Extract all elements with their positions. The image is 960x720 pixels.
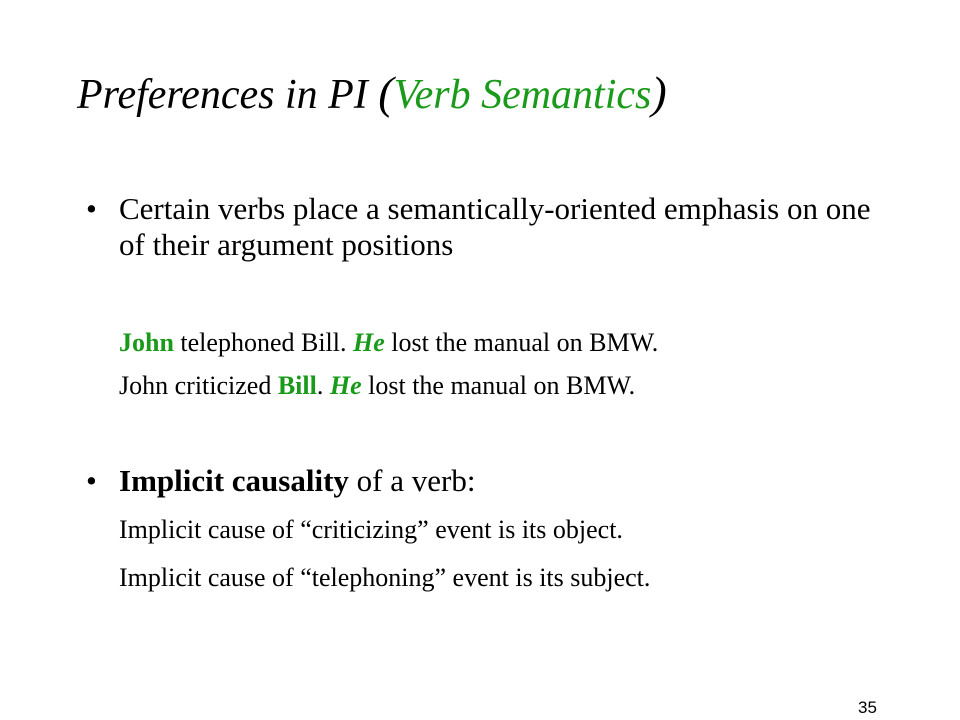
highlight-john: John <box>119 328 174 357</box>
highlight-he: He <box>329 371 362 400</box>
explanation-telephoning: Implicit cause of “telephoning” event is its subject. <box>119 563 651 592</box>
bullet-text: Certain verbs place a semantically-oriented emphasis on one of their argument positions <box>119 191 871 262</box>
example-text: lost the manual on BMW. <box>361 371 636 400</box>
explanation-criticizing: Implicit cause of “criticizing” event is its object. <box>119 515 623 544</box>
example-sentence-criticized <box>119 371 635 401</box>
example-text: telephoned Bill. <box>173 328 354 357</box>
example-sentence-telephoned <box>119 328 658 358</box>
bullet-marker: • <box>86 191 97 226</box>
bullet-rest: of a verb: <box>348 463 476 498</box>
bold-term: Implicit causality <box>119 463 349 498</box>
title-text-part1: Preferences in PI <box>77 72 379 118</box>
title-close-paren: ) <box>651 67 667 118</box>
title-text-part2: Verb Semantics <box>393 72 652 118</box>
highlight-bill: Bill <box>277 371 317 400</box>
example-text: . <box>316 371 330 400</box>
highlight-he: He <box>353 328 385 357</box>
example-text: John criticized <box>119 371 278 400</box>
bullet-marker: • <box>86 463 97 498</box>
title-open-paren: ( <box>378 67 394 118</box>
example-text: lost the manual on BMW. <box>384 328 659 357</box>
bullet-text <box>119 463 879 499</box>
slide-title <box>77 68 667 119</box>
page-number: 35 <box>858 698 877 717</box>
